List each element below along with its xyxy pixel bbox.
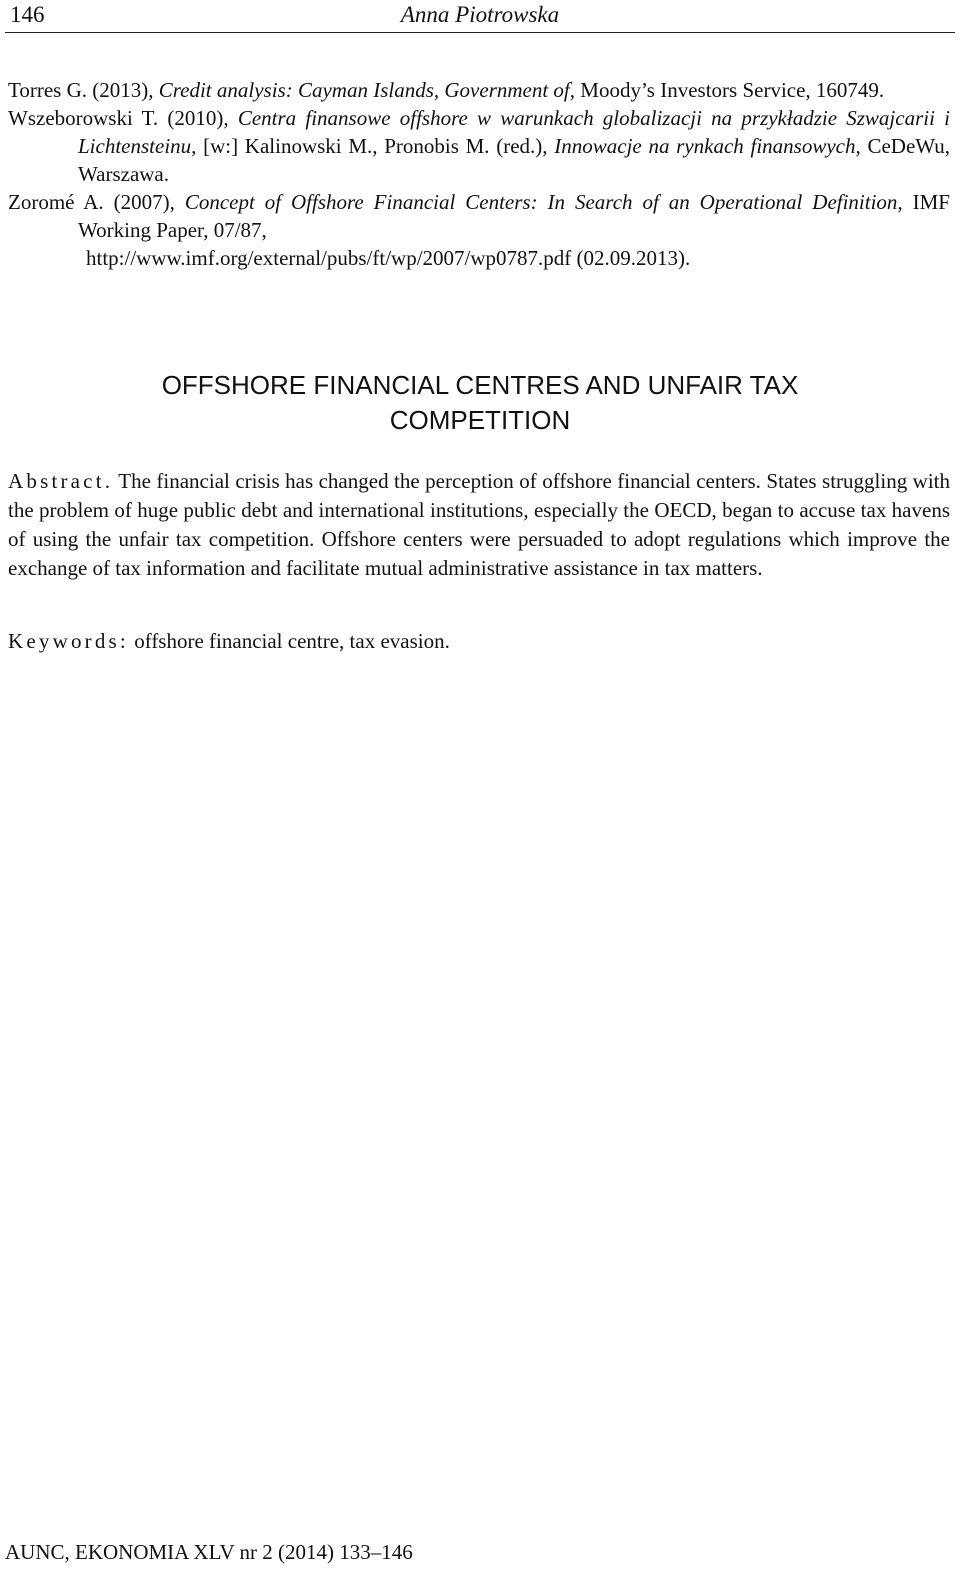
page-number: 146: [10, 2, 45, 27]
reference-rest: CeDeWu, Warszawa.: [78, 134, 951, 186]
running-head-author: Anna Piotrowska: [400, 2, 560, 27]
reference-title-secondary: Innowacje na rynkach finansowych,: [554, 134, 861, 158]
abstract: [8, 467, 950, 583]
reference-url[interactable]: http://www.imf.org/external/pubs/ft/wp/2007/wp0787.pdf (02.09.2013).: [86, 246, 691, 270]
reference-item: [8, 76, 950, 104]
reference-lead: Wszeborowski T. (2010),: [8, 106, 238, 130]
reference-item: [8, 188, 950, 272]
running-head: [5, 0, 955, 33]
reference-title: Concept of Offshore Financial Centers: In Search of an Operational Definition,: [184, 190, 903, 214]
abstract-label: Abstract.: [8, 469, 114, 493]
english-title: [0, 368, 960, 438]
reference-item: [8, 104, 950, 188]
journal-footer: AUNC, EKONOMIA XLV nr 2 (2014) 133–146: [5, 1540, 413, 1564]
keywords: [8, 627, 950, 656]
english-title-line2: COMPETITION: [389, 405, 571, 435]
reference-mid: [w:] Kalinowski M., Pronobis M. (red.),: [196, 134, 555, 158]
reference-rest: Moody’s Investors Service, 160749.: [575, 78, 885, 102]
reference-rest: IMF Working Paper, 07/87,: [78, 190, 950, 242]
reference-title: Centra finansowe offshore w warunkach globalizacji na przykładzie Szwajcarii i Lichtensteinu,: [78, 106, 950, 158]
keywords-label: Keywords:: [8, 629, 129, 653]
reference-lead: Torres G. (2013),: [8, 78, 159, 102]
reference-list: [8, 76, 950, 272]
reference-title: Credit analysis: Cayman Islands, Government of,: [158, 78, 576, 102]
english-title-line1: OFFSHORE FINANCIAL CENTRES AND UNFAIR TAX: [161, 370, 799, 400]
keywords-text: offshore financial centre, tax evasion.: [128, 629, 450, 653]
reference-lead: Zoromé A. (2007),: [8, 190, 185, 214]
abstract-text: The financial crisis has changed the perception of offshore financial centers. States struggling with the problem of huge public debt and international institutions, especially the OECD, began to accuse tax havens of using the unfair tax competition. Offshore centers were persuaded to adopt regulations which improve the exchange of tax information and facilitate mutual administrative assistance in tax matters.: [8, 469, 950, 580]
